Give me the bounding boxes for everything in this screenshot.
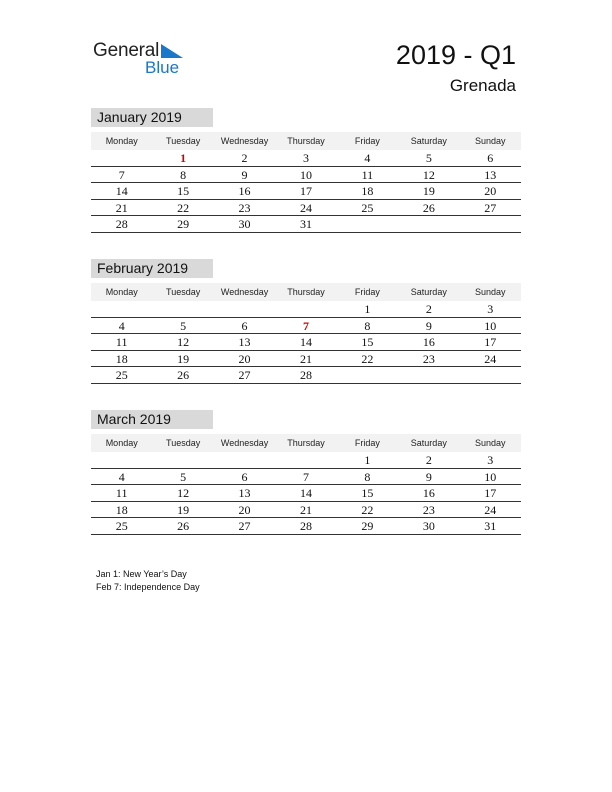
day-cell: 4: [364, 151, 371, 165]
day-cell: [152, 301, 213, 317]
week-row: [91, 367, 521, 384]
week-row: [91, 452, 521, 469]
day-cell: 27: [484, 200, 497, 215]
day-cell: 11: [361, 167, 374, 182]
day-cell: 1: [364, 453, 371, 467]
day-cell: 28: [299, 519, 312, 533]
weekday-header: Tuesday: [166, 287, 201, 297]
day-cell: 15: [177, 184, 190, 198]
month-label: February 2019: [91, 259, 213, 278]
day-cell: 3: [302, 151, 309, 165]
day-cell: 24: [484, 351, 497, 366]
weekday-header: Thursday: [287, 438, 325, 448]
day-cell: 9: [425, 469, 432, 484]
day-cell: 6: [487, 151, 494, 165]
day-cell: 26: [177, 519, 190, 533]
day-cell: 16: [422, 486, 435, 500]
day-cell: 14: [299, 486, 312, 500]
week-row: [91, 200, 521, 217]
weekday-header: Wednesday: [220, 438, 269, 448]
day-cell: 20: [484, 184, 497, 198]
day-cell: [275, 452, 336, 468]
day-cell: 12: [177, 335, 190, 349]
weekday-header: Monday: [105, 438, 138, 448]
day-cell: 21: [299, 502, 312, 517]
day-cell: 19: [177, 351, 190, 366]
day-cell: 21: [299, 351, 312, 366]
day-cell: 25: [361, 200, 374, 215]
day-cell: 29: [361, 519, 374, 533]
day-cell: 25: [115, 368, 128, 382]
day-cell: 10: [299, 167, 312, 182]
day-cell: 15: [361, 335, 374, 349]
day-cell: [337, 367, 398, 383]
weekday-header: Thursday: [287, 287, 325, 297]
weekday-header: Monday: [105, 136, 138, 146]
day-cell: 22: [361, 351, 374, 366]
week-row: [91, 318, 521, 335]
day-cell: 27: [238, 519, 251, 533]
day-cell: 5: [180, 318, 187, 333]
day-cell: 11: [115, 486, 128, 500]
day-cell: 14: [115, 184, 128, 198]
day-cell: 15: [361, 486, 374, 500]
logo-triangle-icon: [161, 44, 183, 58]
weekday-header-row: [91, 283, 521, 301]
weekday-header: Thursday: [287, 136, 325, 146]
day-cell: 21: [115, 200, 128, 215]
day-cell: 18: [115, 502, 128, 517]
day-cell: 7: [118, 167, 125, 182]
week-row: [91, 334, 521, 351]
week-row: [91, 502, 521, 519]
weekday-header: Friday: [354, 287, 380, 297]
day-cell: [214, 301, 275, 317]
day-cell: 30: [238, 217, 251, 231]
day-cell: 6: [241, 469, 248, 484]
day-cell: [460, 216, 521, 232]
day-cell: 26: [177, 368, 190, 382]
day-cell: 29: [177, 217, 190, 231]
weekday-header: Tuesday: [166, 438, 201, 448]
day-cell: 20: [238, 351, 251, 366]
day-cell: 8: [364, 469, 371, 484]
weekday-header: Sunday: [474, 287, 506, 297]
brand-logo: [93, 40, 193, 80]
day-cell: 13: [484, 167, 497, 182]
day-cell: [460, 367, 521, 383]
weekday-header: Sunday: [474, 438, 506, 448]
day-cell: [214, 452, 275, 468]
day-cell: 7: [302, 318, 309, 333]
day-cell: 23: [422, 351, 435, 366]
week-row: [91, 167, 521, 184]
day-cell: 7: [302, 469, 309, 484]
day-cell: 2: [425, 302, 432, 316]
day-cell: 18: [115, 351, 128, 366]
weekday-header: Friday: [354, 136, 380, 146]
logo-blue-text: Blue: [145, 58, 180, 77]
weekday-header-row: [91, 434, 521, 452]
weekday-header: Tuesday: [166, 136, 201, 146]
day-cell: 14: [299, 335, 312, 349]
day-cell: 31: [299, 217, 312, 231]
day-cell: [91, 150, 152, 166]
weekday-header: Saturday: [410, 287, 447, 297]
day-cell: 20: [238, 502, 251, 517]
day-cell: 16: [238, 184, 251, 198]
day-cell: 17: [484, 486, 497, 500]
day-cell: 13: [238, 335, 251, 349]
day-cell: [398, 367, 459, 383]
country-name: Grenada: [449, 76, 516, 95]
day-cell: 24: [484, 502, 497, 517]
day-cell: 12: [422, 167, 435, 182]
day-cell: 17: [299, 184, 312, 198]
day-cell: 1: [180, 151, 187, 165]
day-cell: 28: [115, 217, 128, 231]
month-block-january: [91, 108, 521, 233]
week-row: [91, 518, 521, 535]
day-cell: 5: [180, 469, 187, 484]
day-cell: 24: [299, 200, 312, 215]
week-row: [91, 485, 521, 502]
month-block-march: [91, 410, 521, 535]
day-cell: 31: [484, 519, 497, 533]
month-label: January 2019: [91, 108, 213, 127]
week-row: [91, 150, 521, 167]
day-cell: 2: [241, 151, 248, 165]
day-cell: 23: [422, 502, 435, 517]
day-cell: 13: [238, 486, 251, 500]
day-cell: 10: [484, 318, 497, 333]
weekday-header: Saturday: [410, 438, 447, 448]
weekday-header: Friday: [354, 438, 380, 448]
day-cell: 3: [487, 453, 494, 467]
weekday-header: Wednesday: [220, 136, 269, 146]
day-cell: 5: [425, 151, 432, 165]
day-cell: [91, 301, 152, 317]
weekday-header: Monday: [105, 287, 138, 297]
holiday-note: Jan 1: New Year’s Day: [96, 569, 187, 579]
day-cell: 3: [487, 302, 494, 316]
day-cell: 2: [425, 453, 432, 467]
day-cell: [398, 216, 459, 232]
day-cell: 25: [115, 519, 128, 533]
month-block-february: [91, 259, 521, 384]
logo-general-text: General: [93, 40, 160, 61]
weekday-header: Saturday: [410, 136, 447, 146]
page-title: 2019 - Q1: [395, 40, 516, 70]
day-cell: 18: [361, 184, 374, 198]
day-cell: 4: [118, 318, 125, 333]
week-row: [91, 183, 521, 200]
day-cell: 22: [361, 502, 374, 517]
day-cell: [152, 452, 213, 468]
holiday-note: Feb 7: Independence Day: [96, 582, 200, 592]
week-row: [91, 351, 521, 368]
holiday-notes: [96, 568, 200, 594]
day-cell: 12: [177, 486, 190, 500]
day-cell: 11: [115, 335, 128, 349]
day-cell: 27: [238, 368, 251, 382]
day-cell: 8: [180, 167, 187, 182]
day-cell: [337, 216, 398, 232]
day-cell: 26: [422, 200, 435, 215]
weekday-header: Sunday: [474, 136, 506, 146]
day-cell: 4: [118, 469, 125, 484]
day-cell: 6: [241, 318, 248, 333]
day-cell: 9: [425, 318, 432, 333]
day-cell: [91, 452, 152, 468]
week-row: [91, 301, 521, 318]
day-cell: 19: [177, 502, 190, 517]
day-cell: 8: [364, 318, 371, 333]
month-label: March 2019: [91, 410, 213, 429]
day-cell: 22: [177, 200, 190, 215]
weekday-header: Wednesday: [220, 287, 269, 297]
day-cell: 19: [422, 184, 435, 198]
day-cell: 30: [422, 519, 435, 533]
day-cell: 23: [238, 200, 251, 215]
day-cell: 10: [484, 469, 497, 484]
day-cell: 28: [299, 368, 312, 382]
week-row: [91, 469, 521, 486]
weekday-header-row: [91, 132, 521, 150]
day-cell: 9: [241, 167, 248, 182]
day-cell: [275, 301, 336, 317]
week-row: [91, 216, 521, 233]
day-cell: 1: [364, 302, 371, 316]
day-cell: 16: [422, 335, 435, 349]
day-cell: 17: [484, 335, 497, 349]
